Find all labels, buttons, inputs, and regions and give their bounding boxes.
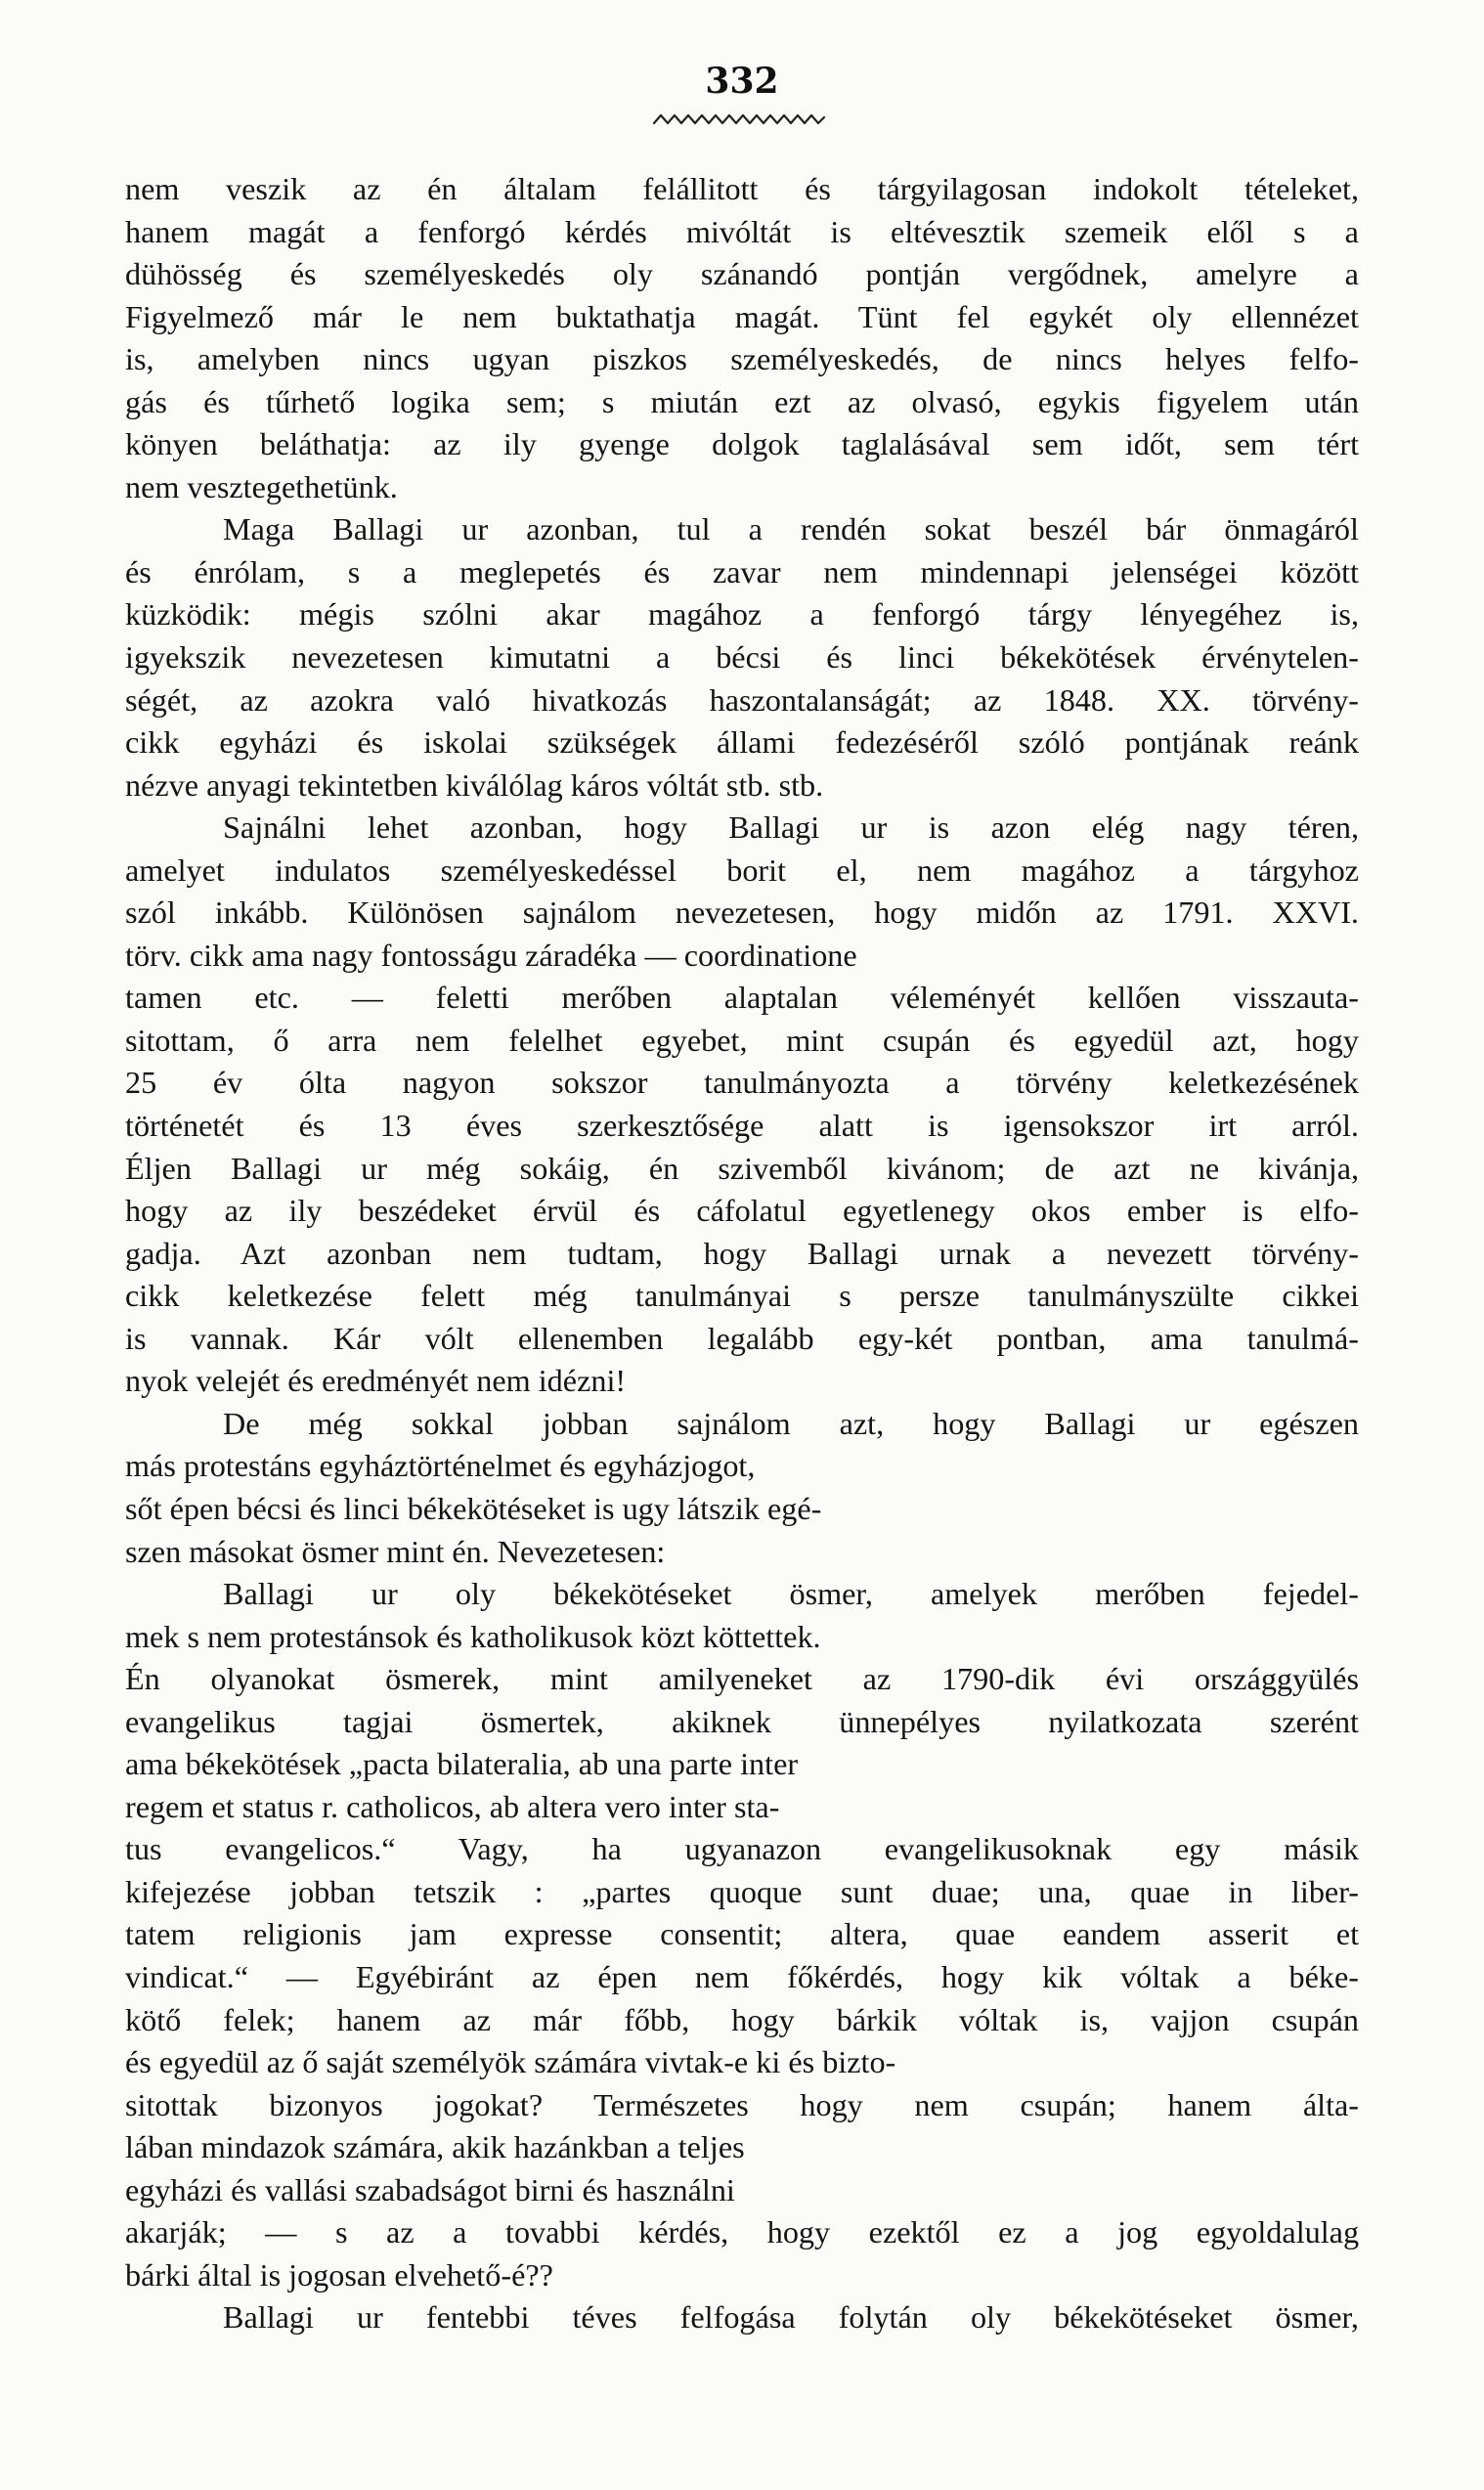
- text-line: más protestáns egyháztörténelmet és egyházjogot,: [125, 1448, 756, 1484]
- text-line: tamen etc. — feletti merőben alaptalan véleményét kellően visszauta-: [125, 980, 1359, 1016]
- text-line: cikk keletkezése felett még tanulmányai s persze tanulmányszülte cikkei: [125, 1278, 1360, 1314]
- text-line: De még sokkal jobban sajnálom azt, hogy Ballagi ur egészen: [223, 1405, 1359, 1441]
- text-line: tus evangelicos.“ Vagy, ha ugyanazon evangelikusoknak egy másik: [125, 1831, 1360, 1867]
- text-line: dühösség és személyeskedés oly szánandó pontján vergődnek, amelyre a: [125, 256, 1359, 292]
- text-line: egyházi és vallási szabadságot birni és használni: [125, 2171, 735, 2207]
- text-line: Én olyanokat ösmerek, mint amilyeneket az 1790-dik évi országgyülés: [125, 1661, 1359, 1697]
- text-line: könyen beláthatja: az ily gyenge dolgok taglalásával sem időt, sem tért: [125, 426, 1360, 462]
- text-line: gás és tűrhető logika sem; s miután ezt az olvasó, egykis figyelem után: [125, 383, 1359, 419]
- text-line: mek s nem protestánsok és katholikusok közt köttettek.: [125, 1618, 821, 1654]
- text-line: gadja. Azt azonban nem tudtam, hogy Ballagi urnak a nevezett törvény-: [125, 1235, 1359, 1271]
- text-line: vindicat.“ — Egyébiránt az épen nem főkérdés, hogy kik vóltak a béke-: [125, 1958, 1359, 1994]
- text-line: 25 év ólta nagyon sokszor tanulmányozta a törvény keletkezésének: [125, 1065, 1359, 1101]
- text-line: nem veszik az én általam felállitott és tárgyilagosan indokolt tételeket,: [125, 171, 1360, 206]
- text-line: sitottam, ő arra nem felelhet egyebet, mint csupán és egyedül azt, hogy: [125, 1022, 1359, 1058]
- page-number: 332: [705, 61, 779, 102]
- wavy-rule-ornament: [652, 109, 826, 129]
- text-line: bárki által is jogosan elvehető-é??: [125, 2256, 553, 2293]
- text-line: Figyelmező már le nem buktathatja magát. Tünt fel egykét oly ellennézet: [125, 298, 1359, 334]
- text-line: szen másokat ösmer mint én. Nevezetesen:: [125, 1533, 666, 1569]
- text-line: történetét és 13 éves szerkesztősége alatt is igensokszor irt arról.: [125, 1108, 1359, 1144]
- text-line: küzködik: mégis szólni akar magához a fenforgó tárgy lényegéhez is,: [125, 596, 1359, 633]
- body-text: [125, 168, 1359, 2339]
- text-line: és énrólam, s a meglepetés és zavar nem mindennapi jelenségei között: [125, 553, 1359, 590]
- text-line: szól inkább. Különösen sajnálom nevezetesen, hogy midőn az 1791. XXVI.: [125, 895, 1359, 931]
- text-line: akarják; — s az a tovabbi kérdés, hogy ezektől ez a jog egyoldalulag: [125, 2214, 1360, 2250]
- text-line: tatem religionis jam expresse consentit; altera, quae eandem asserit et: [125, 1916, 1360, 1952]
- text-line: lában mindazok számára, akik hazánkban a teljes: [125, 2129, 745, 2165]
- text-line: nézve anyagi tekintetben kiválólag káros vóltát stb. stb.: [125, 766, 824, 803]
- text-line: is vannak. Kár vólt ellenemben legalább egy-két pontban, ama tanulmá-: [125, 1320, 1360, 1356]
- text-line: kötő felek; hanem az már főbb, hogy bárkik vóltak is, vajjon csupán: [125, 2001, 1359, 2037]
- text-line: Maga Ballagi ur azonban, tul a rendén sokat beszél bár önmagáról: [223, 511, 1359, 547]
- text-line: evangelikus tagjai ösmertek, akiknek ünnepélyes nyilatkozata szerént: [125, 1703, 1359, 1739]
- text-line: sitottak bizonyos jogokat? Természetes hogy nem csupán; hanem álta-: [125, 2086, 1360, 2122]
- text-line: kifejezése jobban tetszik : „partes quoque sunt duae; una, quae in liber-: [125, 1873, 1359, 1909]
- text-line: regem et status r. catholicos, ab altera vero inter sta-: [125, 1788, 780, 1824]
- text-line: nyok velejét és eredményét nem idézni!: [125, 1363, 627, 1399]
- text-line: igyekszik nevezetesen kimutatni a bécsi és linci békekötések érvénytelen-: [125, 639, 1359, 676]
- text-line: sőt épen bécsi és linci békekötéseket is ugy látszik egé-: [125, 1490, 822, 1526]
- text-line: cikk egyházi és iskolai szükségek állami fedezéséről szóló pontjának reánk: [125, 724, 1359, 761]
- text-line: is, amelyben nincs ugyan piszkos személyeskedés, de nincs helyes felfo-: [125, 341, 1360, 377]
- text-line: Ballagi ur fentebbi téves felfogása folytán oly békekötéseket ösmer,: [223, 2299, 1359, 2336]
- text-line: amelyet indulatos személyeskedéssel borit el, nem magához a tárgyhoz: [125, 852, 1359, 888]
- text-line: és egyedül az ő saját személyök számára vivtak-e ki és bizto-: [125, 2044, 896, 2080]
- text-line: hanem magát a fenforgó kérdés mivóltát is eltévesztik szemeik elől s a: [125, 213, 1359, 249]
- text-line: törv. cikk ama nagy fontosságu záradéka — coordinatione: [125, 937, 857, 973]
- text-line: ama békekötések „pacta bilateralia, ab una parte inter: [125, 1746, 799, 1782]
- text-line: hogy az ily beszédeket érvül és cáfolatul egyetlenegy okos ember is elfo-: [125, 1193, 1359, 1229]
- text-line: Sajnálni lehet azonban, hogy Ballagi ur is azon elég nagy téren,: [223, 809, 1360, 846]
- text-line: ségét, az azokra való hivatkozás haszontalanságát; az 1848. XX. törvény-: [125, 681, 1360, 718]
- text-line: nem vesztegethetünk.: [125, 468, 398, 504]
- text-line: Éljen Ballagi ur még sokáig, én szivemből kivánom; de azt ne kivánja,: [125, 1150, 1360, 1186]
- text-line: Ballagi ur oly békekötéseket ösmer, amelyek merőben fejedel-: [223, 1576, 1360, 1612]
